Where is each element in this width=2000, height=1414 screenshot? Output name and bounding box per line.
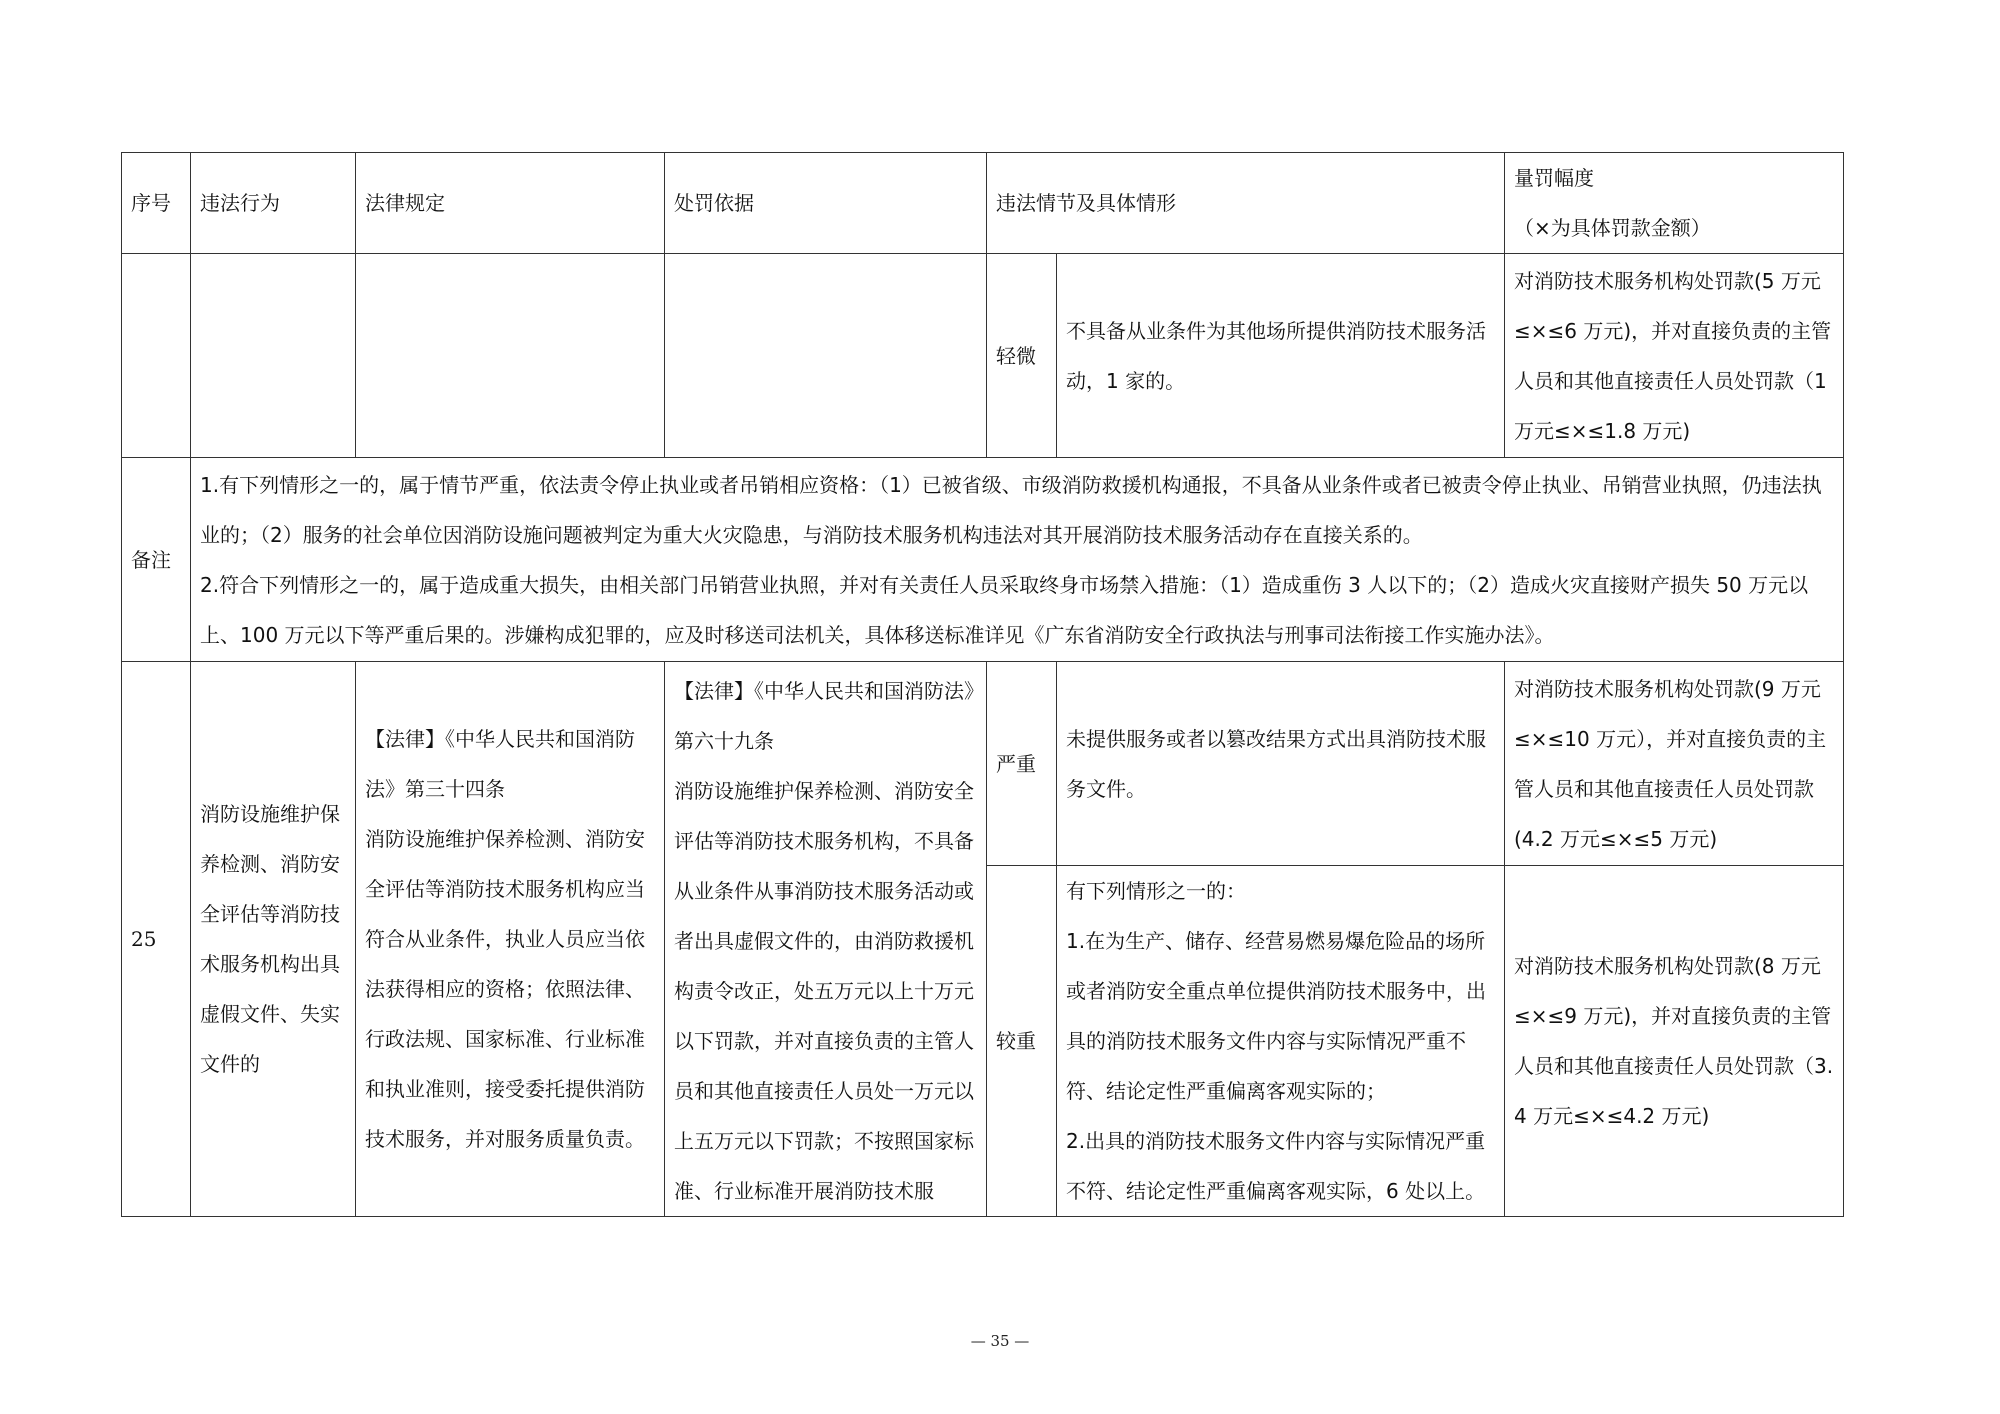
penalty-minor: 对消防技术服务机构处罚款(5 万元≤×≤6 万元)，并对直接负责的主管人员和其他直接责任人员处罚款（1 万元≤×≤1.8 万元) xyxy=(1505,254,1844,458)
table-row-25-severe xyxy=(122,662,1844,866)
header-behavior: 违法行为 xyxy=(191,153,356,254)
header-law: 法律规定 xyxy=(356,153,665,254)
remark-paragraph-1: 1.有下列情形之一的，属于情节严重，依法责令停止执业或者吊销相应资格：（1）已被省级、市级消防救援机构通报，不具备从业条件或者已被责令停止执业、吊销营业执照，仍违法执业的；（2）服务的社会单位因消防设施问题被判定为重大火灾隐患，与消防技术服务机构违法对其开展消防技术服务活动存在直接关系的。 xyxy=(200,472,1822,547)
seq-25: 25 xyxy=(122,662,191,1217)
penalty-table xyxy=(121,152,1844,1217)
table-row-continued xyxy=(122,254,1844,458)
remark-content xyxy=(191,458,1844,662)
behavior-25: 消防设施维护保养检测、消防安全评估等消防技术服务机构出具虚假文件、失实文件的 xyxy=(191,662,356,1217)
level-severe: 严重 xyxy=(987,662,1057,866)
law-25-title: 【法律】《中华人民共和国消防法》第三十四条 xyxy=(365,727,635,801)
empty-seq-cell xyxy=(122,254,191,458)
basis-25-title: 【法律】《中华人民共和国消防法》第六十九条 xyxy=(674,679,974,753)
basis-25 xyxy=(665,662,987,1217)
detail-heavier-intro: 有下列情形之一的： xyxy=(1066,879,1246,903)
level-minor: 轻微 xyxy=(987,254,1057,458)
penalty-severe: 对消防技术服务机构处罚款(9 万元≤×≤10 万元），并对直接负责的主管人员和其他直接责任人员处罚款 (4.2 万元≤×≤5 万元) xyxy=(1505,662,1844,866)
detail-severe: 未提供服务或者以篡改结果方式出具消防技术服务文件。 xyxy=(1057,662,1505,866)
table-row-remark xyxy=(122,458,1844,662)
page-number: — 35 — xyxy=(970,1332,1030,1350)
table-header-row xyxy=(122,153,1844,254)
header-basis: 处罚依据 xyxy=(665,153,987,254)
empty-behavior-cell xyxy=(191,254,356,458)
law-25 xyxy=(356,662,665,1217)
remark-paragraph-2: 2.符合下列情形之一的，属于造成重大损失，由相关部门吊销营业执照，并对有关责任人员采取终身市场禁入措施：（1）造成重伤 3 人以下的；（2）造成火灾直接财产损失 50 万元以上、100 万元以下等严重后果的。涉嫌构成犯罪的，应及时移送司法机关，具体移送标准详见《广东省消防安全行政执法与刑事司法衔接工作实施办法》。 xyxy=(200,572,1809,647)
header-seq: 序号 xyxy=(122,153,191,254)
penalty-heavier: 对消防技术服务机构处罚款(8 万元≤×≤9 万元)，并对直接负责的主管人员和其他直接责任人员处罚款（3.4 万元≤×≤4.2 万元) xyxy=(1505,866,1844,1217)
remark-label: 备注 xyxy=(122,458,191,662)
detail-heavier-item-1: 1.在为生产、储存、经营易燃易爆危险品的场所或者消防安全重点单位提供消防技术服务中，出具的消防技术服务文件内容与实际情况严重不符、结论定性严重偏离客观实际的； xyxy=(1066,929,1486,1103)
basis-25-text-box xyxy=(674,666,977,1212)
empty-basis-cell xyxy=(665,254,987,458)
empty-law-cell xyxy=(356,254,665,458)
header-penalty-title: 量罚幅度 xyxy=(1514,166,1594,190)
basis-25-text: 消防设施维护保养检测、消防安全评估等消防技术服务机构，不具备从业条件从事消防技术服务活动或者出具虚假文件的，由消防救援机构责令改正，处五万元以上十万元以下罚款，并对直接负责的主管人员和其他直接责任人员处一万元以上五万元以下罚款；不按照国家标准、行业标准开展消防技术服 xyxy=(674,779,974,1203)
level-heavier: 较重 xyxy=(987,866,1057,1217)
header-penalty xyxy=(1505,153,1844,254)
detail-heavier xyxy=(1057,866,1505,1217)
header-circumstance: 违法情节及具体情形 xyxy=(987,153,1505,254)
detail-heavier-item-2: 2.出具的消防技术服务文件内容与实际情况严重不符、结论定性严重偏离客观实际，6 处以上。 xyxy=(1066,1129,1486,1203)
detail-minor: 不具备从业条件为其他场所提供消防技术服务活动，1 家的。 xyxy=(1057,254,1505,458)
header-penalty-sub: （×为具体罚款金额） xyxy=(1514,216,1711,240)
law-25-text: 消防设施维护保养检测、消防安全评估等消防技术服务机构应当符合从业条件，执业人员应当依法获得相应的资格；依照法律、行政法规、国家标准、行业标准和执业准则，接受委托提供消防技术服务，并对服务质量负责。 xyxy=(365,827,645,1151)
